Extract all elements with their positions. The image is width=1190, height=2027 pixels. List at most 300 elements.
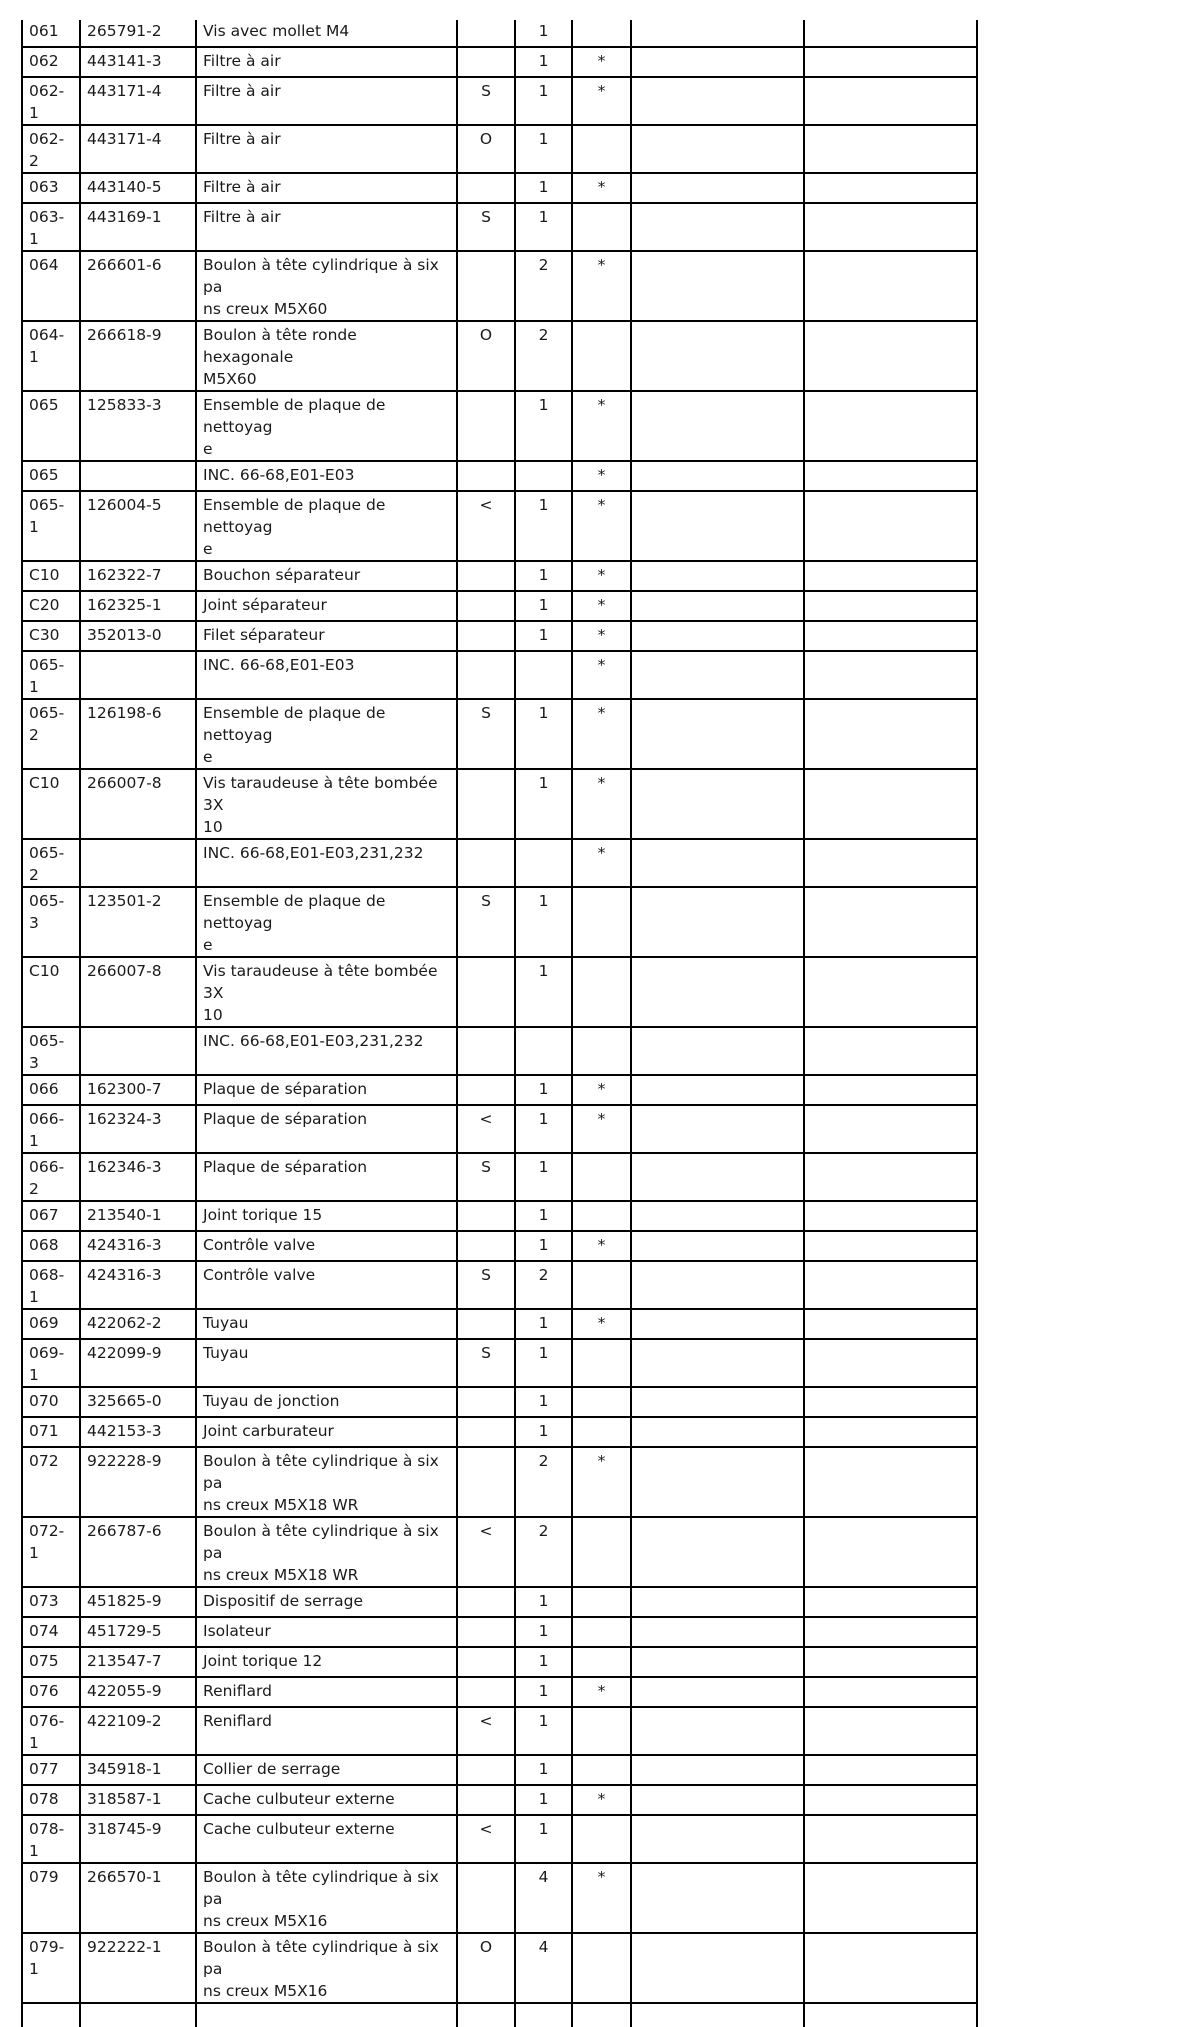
mark-cell: *	[572, 621, 631, 651]
description-line: Ensemble de plaque de nettoyag	[203, 496, 386, 536]
table-row	[22, 651, 977, 699]
blank-cell	[804, 591, 977, 621]
description-line: Filtre à air	[203, 178, 281, 196]
part-number-cell	[80, 1027, 196, 1075]
ref-number-cell: 066-1	[22, 1105, 80, 1153]
blank-cell	[631, 1785, 804, 1815]
part-number-cell: 424316-3	[80, 1261, 196, 1309]
quantity-cell: 2	[515, 1517, 572, 1587]
table-row	[22, 1815, 977, 1863]
blank-cell	[804, 1105, 977, 1153]
quantity-cell: 1	[515, 1153, 572, 1201]
description-line: Cache culbuteur externe	[203, 1820, 395, 1838]
description-cell	[196, 651, 457, 699]
table-row	[22, 173, 977, 203]
ref-number-cell: 065	[22, 391, 80, 461]
blank-cell	[631, 1447, 804, 1517]
blank-cell	[804, 621, 977, 651]
description-cell	[196, 1075, 457, 1105]
mark-cell	[572, 1517, 631, 1587]
mark-cell: *	[572, 651, 631, 699]
ref-number-cell: 065-3	[22, 887, 80, 957]
note-cell: <	[457, 1517, 515, 1587]
blank-cell	[804, 1617, 977, 1647]
part-number-cell: 443141-3	[80, 47, 196, 77]
table-row	[22, 1647, 977, 1677]
table-row	[22, 957, 977, 1027]
part-number-cell: 318587-1	[80, 1785, 196, 1815]
table-row	[22, 1447, 977, 1517]
description-cell	[196, 491, 457, 561]
description-line: Boulon à tête cylindrique à six pa	[203, 1452, 439, 1492]
blank-cell	[804, 699, 977, 769]
note-cell	[457, 1201, 515, 1231]
description-cell	[196, 839, 457, 887]
description-cell	[196, 1261, 457, 1309]
note-cell	[457, 461, 515, 491]
blank-cell	[631, 957, 804, 1027]
description-line: INC. 66-68,E01-E03,231,232	[203, 844, 424, 862]
table-row	[22, 20, 977, 47]
description-line: Filtre à air	[203, 208, 281, 226]
ref-number-cell: C10	[22, 957, 80, 1027]
mark-cell: *	[572, 173, 631, 203]
table-row	[22, 1417, 977, 1447]
blank-cell	[631, 699, 804, 769]
note-cell	[457, 1387, 515, 1417]
table-row	[22, 461, 977, 491]
note-cell	[457, 591, 515, 621]
part-number-cell	[80, 2003, 196, 2027]
table-row	[22, 2003, 977, 2027]
description-cell	[196, 125, 457, 173]
blank-cell	[804, 1517, 977, 1587]
mark-cell	[572, 1755, 631, 1785]
description-cell	[196, 621, 457, 651]
note-cell	[457, 1647, 515, 1677]
note-cell	[457, 769, 515, 839]
blank-cell	[631, 1517, 804, 1587]
description-cell	[196, 391, 457, 461]
quantity-cell: 1	[515, 20, 572, 47]
ref-number-cell: 076-1	[22, 1707, 80, 1755]
part-number-cell: 123501-2	[80, 887, 196, 957]
mark-cell: *	[572, 1075, 631, 1105]
part-number-cell: 443171-4	[80, 77, 196, 125]
mark-cell	[572, 1417, 631, 1447]
description-cell	[196, 321, 457, 391]
quantity-cell: 1	[515, 491, 572, 561]
description-line: Cache culbuteur externe	[203, 1790, 395, 1808]
table-row	[22, 1339, 977, 1387]
part-number-cell: 922228-9	[80, 1447, 196, 1517]
ref-number-cell: 078-1	[22, 1815, 80, 1863]
table-row	[22, 251, 977, 321]
mark-cell	[572, 887, 631, 957]
table-row	[22, 1201, 977, 1231]
blank-cell	[631, 173, 804, 203]
table-row	[22, 1075, 977, 1105]
note-cell	[457, 561, 515, 591]
note-cell: <	[457, 1105, 515, 1153]
quantity-cell: 1	[515, 1647, 572, 1677]
blank-cell	[631, 1339, 804, 1387]
mark-cell	[572, 1933, 631, 2003]
description-cell	[196, 1815, 457, 1863]
description-line: ns creux M5X16	[203, 1912, 328, 1930]
mark-cell: *	[572, 251, 631, 321]
description-cell	[196, 561, 457, 591]
quantity-cell: 1	[515, 1075, 572, 1105]
blank-cell	[631, 77, 804, 125]
description-line: Joint torique 12	[203, 1652, 323, 1670]
mark-cell: *	[572, 769, 631, 839]
note-cell	[457, 1231, 515, 1261]
blank-cell	[631, 1231, 804, 1261]
table-row	[22, 125, 977, 173]
description-line: Tuyau	[203, 1344, 249, 1362]
part-number-cell: 318745-9	[80, 1815, 196, 1863]
table-row	[22, 1105, 977, 1153]
blank-cell	[804, 2003, 977, 2027]
description-cell	[196, 1933, 457, 2003]
part-number-cell: 424316-3	[80, 1231, 196, 1261]
description-cell	[196, 1231, 457, 1261]
blank-cell	[804, 887, 977, 957]
note-cell	[457, 621, 515, 651]
description-line: Filtre à air	[203, 130, 281, 148]
description-line: Filtre à air	[203, 82, 281, 100]
blank-cell	[804, 173, 977, 203]
quantity-cell: 1	[515, 1707, 572, 1755]
part-number-cell: 266007-8	[80, 769, 196, 839]
ref-number-cell: 062	[22, 47, 80, 77]
note-cell	[457, 1785, 515, 1815]
note-cell	[457, 251, 515, 321]
mark-cell	[572, 1617, 631, 1647]
blank-cell	[804, 47, 977, 77]
ref-number-cell: 063-1	[22, 203, 80, 251]
mark-cell: *	[572, 839, 631, 887]
description-cell	[196, 1755, 457, 1785]
blank-cell	[631, 1387, 804, 1417]
blank-cell	[631, 321, 804, 391]
description-line: INC. 66-68,E01-E03,231,232	[203, 1032, 424, 1050]
mark-cell: *	[572, 1785, 631, 1815]
part-number-cell	[80, 461, 196, 491]
part-number-cell: 442153-3	[80, 1417, 196, 1447]
blank-cell	[631, 391, 804, 461]
ref-number-cell: C10	[22, 769, 80, 839]
blank-cell	[804, 1201, 977, 1231]
part-number-cell: 162324-3	[80, 1105, 196, 1153]
description-cell	[196, 1517, 457, 1587]
blank-cell	[804, 1647, 977, 1677]
mark-cell	[572, 1647, 631, 1677]
ref-number-cell: 068-1	[22, 1261, 80, 1309]
blank-cell	[804, 561, 977, 591]
part-number-cell: 213540-1	[80, 1201, 196, 1231]
mark-cell	[572, 1201, 631, 1231]
ref-number-cell: 070	[22, 1387, 80, 1417]
description-cell	[196, 1677, 457, 1707]
description-line: 10	[203, 818, 223, 836]
ref-number-cell: 065-2	[22, 699, 80, 769]
note-cell: O	[457, 1933, 515, 2003]
blank-cell	[804, 1785, 977, 1815]
ref-number-cell: 078	[22, 1785, 80, 1815]
table-row	[22, 1587, 977, 1617]
quantity-cell: 1	[515, 1587, 572, 1617]
blank-cell	[631, 1417, 804, 1447]
quantity-cell: 1	[515, 561, 572, 591]
table-row	[22, 769, 977, 839]
mark-cell	[572, 2003, 631, 2027]
description-cell	[196, 1707, 457, 1755]
description-cell	[196, 1309, 457, 1339]
blank-cell	[631, 1201, 804, 1231]
note-cell	[457, 2003, 515, 2027]
blank-cell	[804, 461, 977, 491]
description-cell	[196, 461, 457, 491]
mark-cell	[572, 1815, 631, 1863]
description-line: Tuyau	[203, 1314, 249, 1332]
table-row	[22, 1153, 977, 1201]
table-row	[22, 561, 977, 591]
description-line: e	[203, 440, 213, 458]
table-row	[22, 1387, 977, 1417]
note-cell	[457, 651, 515, 699]
mark-cell: *	[572, 47, 631, 77]
mark-cell	[572, 125, 631, 173]
mark-cell: *	[572, 1105, 631, 1153]
table-row	[22, 1517, 977, 1587]
quantity-cell: 1	[515, 699, 572, 769]
blank-cell	[804, 203, 977, 251]
ref-number-cell: 064	[22, 251, 80, 321]
mark-cell: *	[572, 1231, 631, 1261]
note-cell: S	[457, 77, 515, 125]
quantity-cell: 1	[515, 47, 572, 77]
description-cell	[196, 251, 457, 321]
note-cell	[457, 957, 515, 1027]
table-row	[22, 321, 977, 391]
blank-cell	[804, 769, 977, 839]
part-number-cell: 266601-6	[80, 251, 196, 321]
blank-cell	[804, 1387, 977, 1417]
blank-cell	[631, 47, 804, 77]
description-line: Joint séparateur	[203, 596, 327, 614]
blank-cell	[631, 1261, 804, 1309]
part-number-cell: 443171-4	[80, 125, 196, 173]
part-number-cell: 266787-6	[80, 1517, 196, 1587]
description-cell	[196, 1339, 457, 1387]
quantity-cell: 4	[515, 1933, 572, 2003]
description-cell	[196, 1027, 457, 1075]
quantity-cell: 1	[515, 1309, 572, 1339]
quantity-cell: 1	[515, 1387, 572, 1417]
blank-cell	[631, 1587, 804, 1617]
part-number-cell: 126198-6	[80, 699, 196, 769]
blank-cell	[804, 20, 977, 47]
description-line: ns creux M5X16	[203, 1982, 328, 2000]
blank-cell	[804, 125, 977, 173]
blank-cell	[631, 1677, 804, 1707]
blank-cell	[631, 1647, 804, 1677]
description-cell	[196, 203, 457, 251]
table-row	[22, 1785, 977, 1815]
description-cell	[196, 2003, 457, 2027]
description-line: Plaque de séparation	[203, 1158, 368, 1176]
parts-table	[21, 20, 978, 2027]
mark-cell: *	[572, 391, 631, 461]
table-row	[22, 1755, 977, 1785]
part-number-cell: 422099-9	[80, 1339, 196, 1387]
part-number-cell: 325665-0	[80, 1387, 196, 1417]
part-number-cell: 266618-9	[80, 321, 196, 391]
part-number-cell	[80, 651, 196, 699]
blank-cell	[631, 591, 804, 621]
blank-cell	[631, 1933, 804, 2003]
note-cell: <	[457, 491, 515, 561]
quantity-cell: 1	[515, 1617, 572, 1647]
note-cell: S	[457, 203, 515, 251]
description-cell	[196, 1105, 457, 1153]
blank-cell	[631, 1105, 804, 1153]
ref-number-cell: 068	[22, 1231, 80, 1261]
note-cell	[457, 1863, 515, 1933]
table-row	[22, 1261, 977, 1309]
blank-cell	[804, 1075, 977, 1105]
quantity-cell: 1	[515, 173, 572, 203]
table-row	[22, 491, 977, 561]
table-row	[22, 1309, 977, 1339]
note-cell	[457, 839, 515, 887]
description-line: Filtre à air	[203, 52, 281, 70]
quantity-cell: 1	[515, 621, 572, 651]
blank-cell	[631, 1027, 804, 1075]
quantity-cell	[515, 839, 572, 887]
quantity-cell: 1	[515, 1231, 572, 1261]
part-number-cell: 352013-0	[80, 621, 196, 651]
table-row	[22, 47, 977, 77]
part-number-cell: 345918-1	[80, 1755, 196, 1785]
mark-cell: *	[572, 561, 631, 591]
blank-cell	[804, 321, 977, 391]
table-row	[22, 1707, 977, 1755]
blank-cell	[804, 1755, 977, 1785]
quantity-cell: 2	[515, 1261, 572, 1309]
blank-cell	[804, 957, 977, 1027]
quantity-cell: 1	[515, 391, 572, 461]
blank-cell	[631, 2003, 804, 2027]
ref-number-cell: 064-1	[22, 321, 80, 391]
blank-cell	[804, 1231, 977, 1261]
part-number-cell: 266007-8	[80, 957, 196, 1027]
quantity-cell: 1	[515, 1339, 572, 1387]
note-cell	[457, 1075, 515, 1105]
quantity-cell	[515, 651, 572, 699]
description-line: Ensemble de plaque de nettoyag	[203, 396, 386, 436]
mark-cell	[572, 203, 631, 251]
table-row	[22, 839, 977, 887]
description-cell	[196, 1617, 457, 1647]
mark-cell: *	[572, 1677, 631, 1707]
quantity-cell	[515, 2003, 572, 2027]
description-cell	[196, 1417, 457, 1447]
blank-cell	[631, 251, 804, 321]
blank-cell	[631, 20, 804, 47]
description-cell	[196, 1387, 457, 1417]
blank-cell	[631, 491, 804, 561]
mark-cell	[572, 1587, 631, 1617]
description-cell	[196, 1201, 457, 1231]
ref-number-cell: 071	[22, 1417, 80, 1447]
blank-cell	[804, 1309, 977, 1339]
note-cell: S	[457, 1339, 515, 1387]
mark-cell	[572, 321, 631, 391]
ref-number-cell: 069	[22, 1309, 80, 1339]
blank-cell	[804, 1153, 977, 1201]
blank-cell	[631, 1755, 804, 1785]
part-number-cell: 451729-5	[80, 1617, 196, 1647]
blank-cell	[631, 769, 804, 839]
part-number-cell: 125833-3	[80, 391, 196, 461]
quantity-cell: 1	[515, 203, 572, 251]
blank-cell	[631, 1815, 804, 1863]
part-number-cell: 443140-5	[80, 173, 196, 203]
description-line: Ensemble de plaque de nettoyag	[203, 704, 386, 744]
description-line: Vis taraudeuse à tête bombée 3X	[203, 774, 438, 814]
note-cell	[457, 1447, 515, 1517]
mark-cell	[572, 20, 631, 47]
ref-number-cell: 074	[22, 1617, 80, 1647]
description-line: Boulon à tête cylindrique à six pa	[203, 1938, 439, 1978]
quantity-cell: 1	[515, 1105, 572, 1153]
note-cell	[457, 173, 515, 203]
table-row	[22, 391, 977, 461]
blank-cell	[804, 251, 977, 321]
description-line: Contrôle valve	[203, 1266, 316, 1284]
description-line: Reniflard	[203, 1682, 272, 1700]
part-number-cell: 451825-9	[80, 1587, 196, 1617]
part-number-cell: 162325-1	[80, 591, 196, 621]
quantity-cell: 2	[515, 321, 572, 391]
description-line: INC. 66-68,E01-E03	[203, 466, 355, 484]
ref-number-cell: 065	[22, 461, 80, 491]
quantity-cell	[515, 1027, 572, 1075]
blank-cell	[804, 1677, 977, 1707]
description-cell	[196, 957, 457, 1027]
ref-number-cell: 072	[22, 1447, 80, 1517]
description-line: 10	[203, 1006, 223, 1024]
blank-cell	[631, 1309, 804, 1339]
mark-cell: *	[572, 699, 631, 769]
blank-cell	[804, 1587, 977, 1617]
description-line: Isolateur	[203, 1622, 271, 1640]
description-cell	[196, 173, 457, 203]
ref-number-cell: 067	[22, 1201, 80, 1231]
description-cell	[196, 591, 457, 621]
blank-cell	[631, 461, 804, 491]
ref-number-cell: 062-2	[22, 125, 80, 173]
description-line: Bouchon séparateur	[203, 566, 361, 584]
note-cell	[457, 391, 515, 461]
description-cell	[196, 20, 457, 47]
mark-cell: *	[572, 1447, 631, 1517]
part-number-cell: 162346-3	[80, 1153, 196, 1201]
quantity-cell: 1	[515, 125, 572, 173]
